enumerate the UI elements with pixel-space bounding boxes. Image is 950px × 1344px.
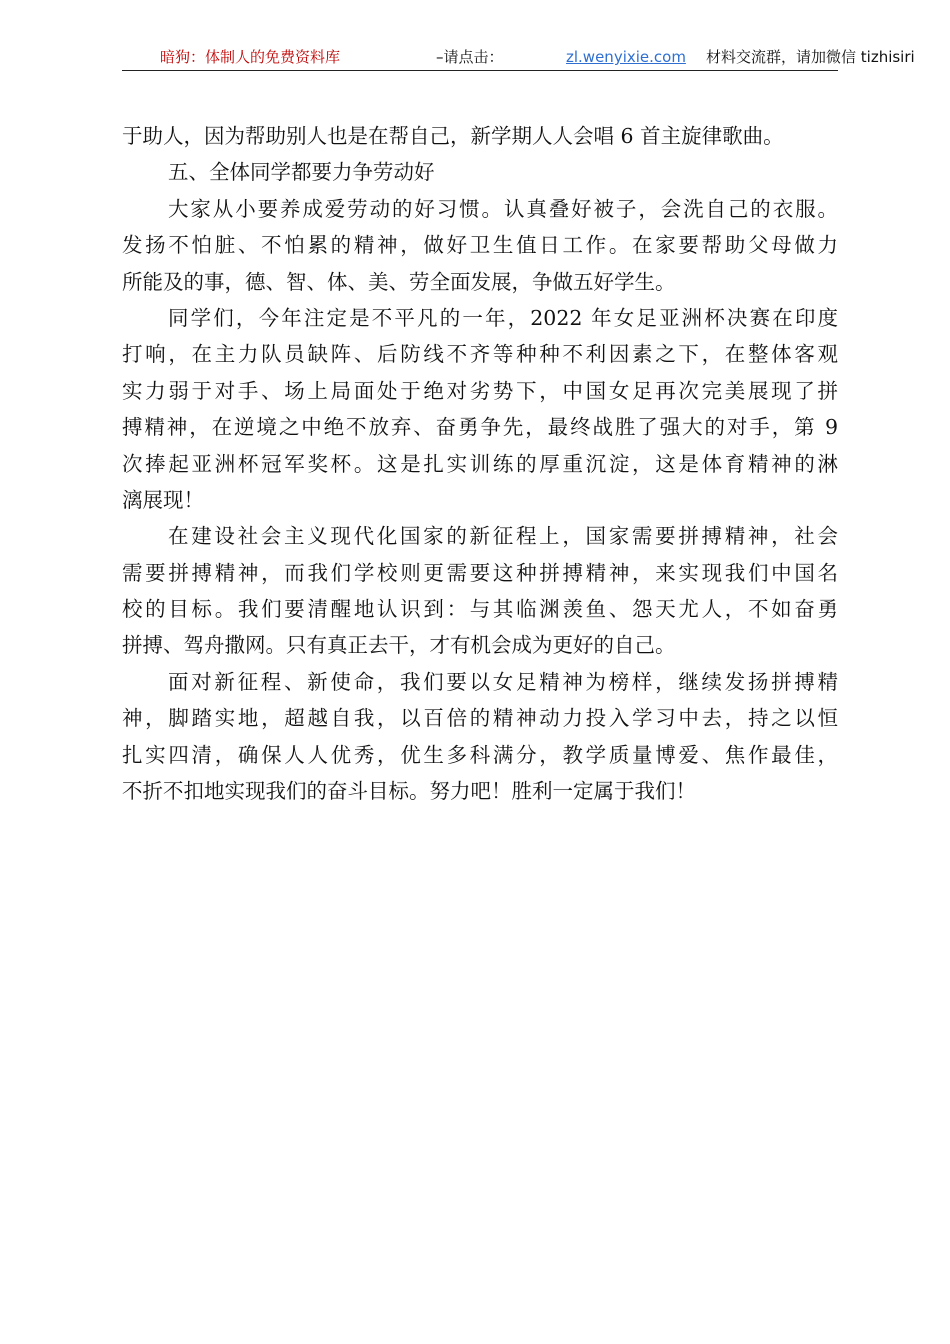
body-line: 校的目标。我们要清醒地认识到：与其临渊羡鱼、怨天尤人，不如奋勇	[122, 597, 838, 622]
body-line: 不折不扣地实现我们的奋斗目标。努力吧！胜利一定属于我们！	[122, 779, 696, 804]
body-line: 五、全体同学都要力争劳动好	[168, 160, 435, 185]
body-line: 次捧起亚洲杯冠军奖杯。这是扎实训练的厚重沉淀，这是体育精神的淋	[122, 451, 838, 476]
body-line: 同学们，今年注定是不平凡的一年，2022 年女足亚洲杯决赛在印度	[168, 305, 838, 330]
body-line: 于助人，因为帮助别人也是在帮自己，新学期人人会唱 6 首主旋律歌曲。	[122, 124, 784, 148]
body-line: 需要拼搏精神，而我们学校则更需要这种拼搏精神，来实现我们中国名	[122, 560, 838, 585]
header-prompt: –请点击：	[436, 48, 504, 66]
header-link[interactable]: zl.wenyixie.com	[566, 48, 686, 66]
body-line: 实力弱于对手、场上局面处于绝对劣势下，中国女足再次完美展现了拼	[122, 378, 838, 403]
body-line: 扎实四清，确保人人优秀，优生多科满分，教学质量博爱、焦作最佳，	[122, 742, 838, 767]
body-line: 漓展现！	[122, 487, 204, 512]
body-line: 打响，在主力队员缺阵、后防线不齐等种种不利因素之下，在整体客观	[122, 342, 838, 367]
document-body	[122, 118, 838, 809]
body-line: 神，脚踏实地，超越自我，以百倍的精神动力投入学习中去，持之以恒	[122, 706, 838, 731]
body-line: 大家从小要养成爱劳动的好习惯。认真叠好被子，会洗自己的衣服。	[168, 196, 838, 221]
body-line: 面对新征程、新使命，我们要以女足精神为榜样，继续发扬拼搏精	[168, 669, 838, 694]
body-line: 发扬不怕脏、不怕累的精神，做好卫生值日工作。在家要帮助父母做力	[122, 233, 838, 258]
body-line: 拼搏、驾舟撒网。只有真正去干，才有机会成为更好的自己。	[122, 633, 676, 658]
header-wechat-note: 材料交流群，请加微信 tizhisiri	[706, 48, 915, 66]
body-line: 在建设社会主义现代化国家的新征程上，国家需要拼搏精神，社会	[168, 524, 838, 549]
header-brand: 暗狗：体制人的免费资料库	[160, 48, 341, 66]
body-line: 搏精神，在逆境之中绝不放弃、奋勇争先，最终战胜了强大的对手，第 9	[122, 415, 838, 440]
page-header	[122, 46, 915, 71]
body-line: 所能及的事，德、智、体、美、劳全面发展，争做五好学生。	[122, 269, 676, 294]
